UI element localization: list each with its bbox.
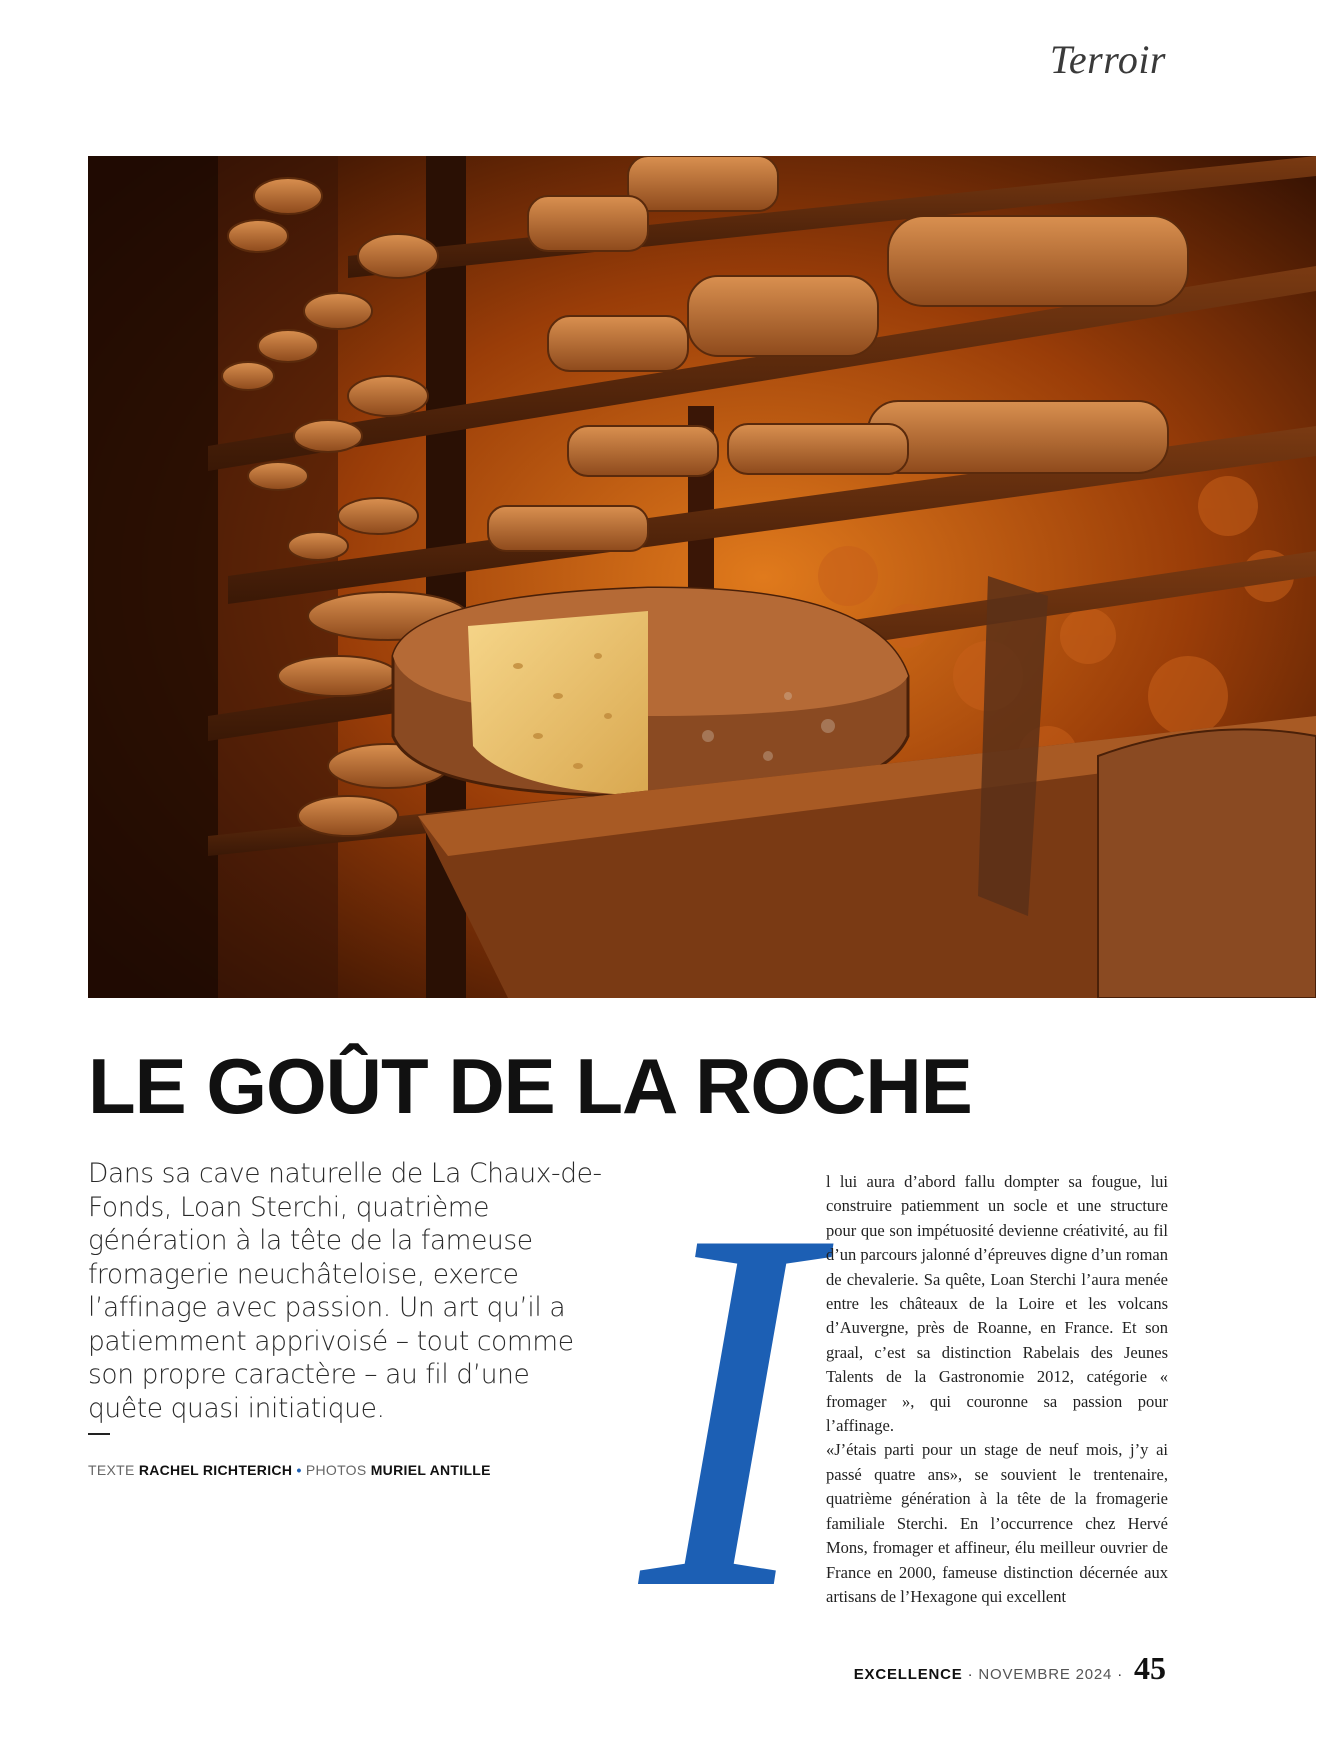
body-paragraph: «J’étais parti pour un stage de neuf mois, j’y ai passé quatre ans», se souvient le trentenaire, quatrième génération à la tête de la fromagerie familiale Sterchi. En l’occurrence chez Hervé Mons, fromager et affineur, élu meilleur ouvrier de France en 2000, fameuse distinction décernée aux artisans de l’Hexagone qui excellent <box>826 1440 1168 1606</box>
text-credit-label: TEXTE <box>88 1462 135 1478</box>
issue-date: NOVEMBRE 2024 <box>978 1666 1113 1683</box>
footer-separator: · <box>1117 1666 1123 1683</box>
drop-cap: I <box>640 1122 814 1697</box>
footer-separator: · <box>967 1666 974 1683</box>
magazine-name: EXCELLENCE <box>853 1666 963 1683</box>
credit-bullet: • <box>296 1462 302 1478</box>
page-footer <box>854 1650 1166 1687</box>
body-paragraph: l lui aura d’abord fallu dompter sa fougue, lui construire patiemment un socle et une structure pour que son impétuosité devienne créativité, au fil d’un parcours jalonné d’épreuves digne d’un roman de chevalerie. Sa quête, Loan Sterchi l’aura menée entre les châteaux de la Loire et les volcans d’Auvergne, près de Roanne, en France. Et son graal, c’est sa distinction Rabelais des Jeunes Talents de la Gastronomie 2012, catégorie « fromager », qui couronne sa passion pour l’affinage. <box>826 1172 1168 1436</box>
cheese-cellar-photo <box>88 156 1316 998</box>
article-title: LE GOÛT DE LA ROCHE <box>88 1042 972 1130</box>
article-body <box>826 1170 1168 1609</box>
byline <box>88 1462 491 1478</box>
lead-divider <box>88 1433 110 1435</box>
page-number: 45 <box>1134 1650 1166 1686</box>
article-lead: Dans sa cave naturelle de La Chaux-de-Fonds, Loan Sterchi, quatrième génération à la tête de la fameuse fromagerie neuchâteloise, exerce l’affinage avec passion. Un art qu’il a patiemment apprivoisé – tout comme son propre caractère – au fil d’une quête quasi initiatique. <box>88 1158 602 1424</box>
photo-credit-label: PHOTOS <box>305 1462 367 1478</box>
text-author: RACHEL RICHTERICH <box>138 1462 293 1478</box>
section-label: Terroir <box>1049 37 1166 82</box>
photo-author: MURIEL ANTILLE <box>370 1462 491 1478</box>
